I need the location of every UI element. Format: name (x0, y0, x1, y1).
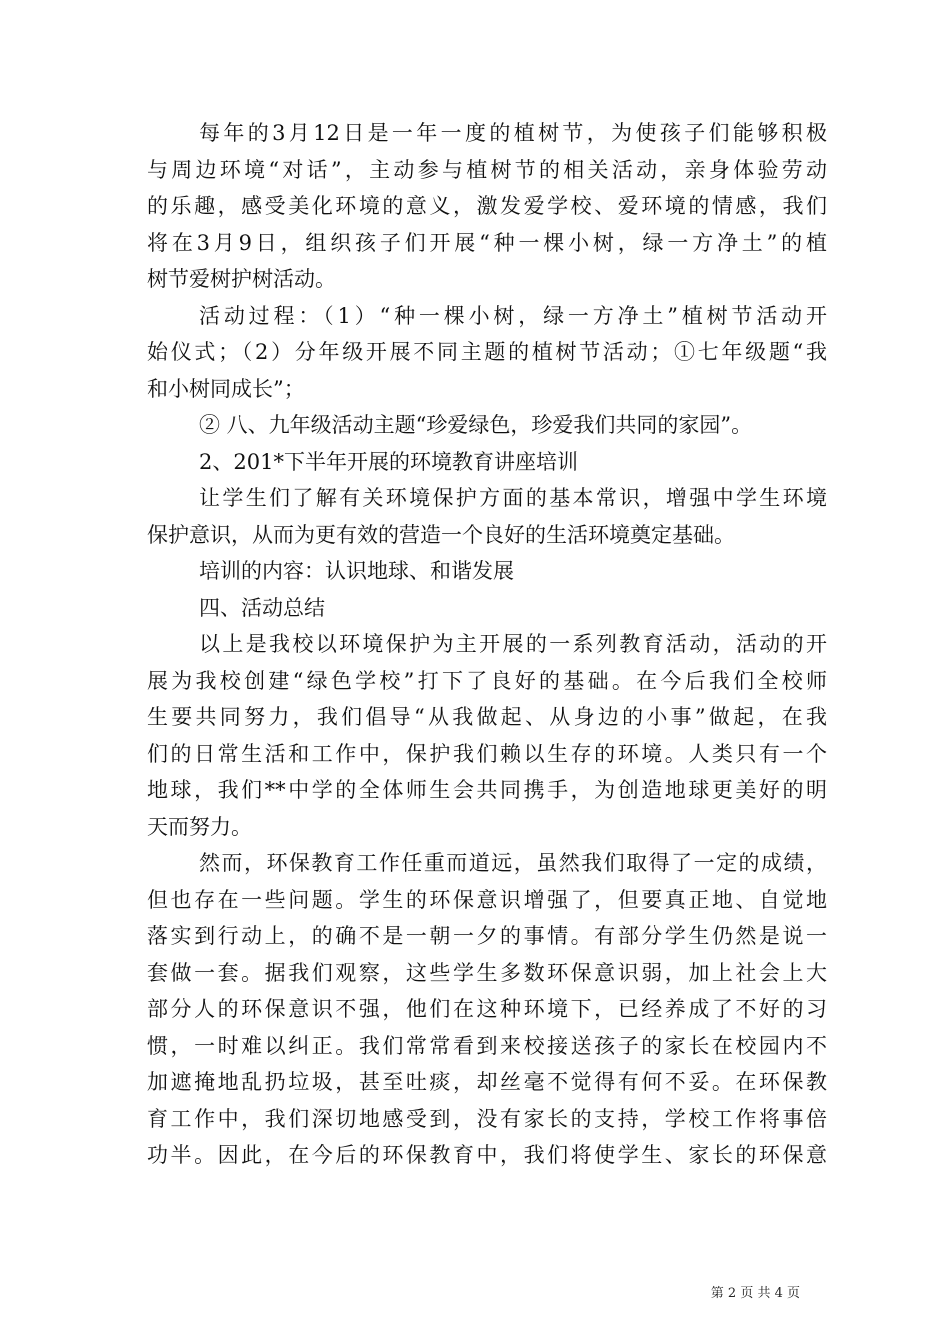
text-line: 部分人的环保意识不强，他们在这种环境下，已经养成了不好的习 (147, 997, 827, 1021)
text-line: 的乐趣，感受美化环境的意义，激发爱学校、爱环境的情感，我们 (147, 194, 827, 218)
text-line: 但也存在一些问题。学生的环保意识增强了，但要真正地、自觉地 (147, 887, 827, 912)
text-line: 套做一套。据我们观察，这些学生多数环保意识弱，加上社会上大 (147, 960, 827, 985)
text-line: 活动过程：（1）“种一棵小树，绿一方净土”植树节活动开 (199, 303, 827, 328)
text-line: 惯，一时难以纠正。我们常常看到来校接送孩子的家长在校园内不 (147, 1033, 827, 1058)
text-line: 与周边环境“对话”，主动参与植树节的相关活动，亲身体验劳动 (147, 157, 827, 182)
text-line: 生要共同努力，我们倡导“从我做起、从身边的小事”做起，在我 (147, 705, 827, 729)
text-line: 展为我校创建“绿色学校”打下了良好的基础。在今后我们全校师 (147, 668, 827, 693)
text-line: 加遮掩地乱扔垃圾，甚至吐痰，却丝毫不觉得有何不妥。在环保教 (147, 1070, 827, 1094)
body-text (147, 115, 827, 1174)
text-line: 天而努力。 (147, 814, 252, 839)
text-line: 树节爱树护树活动。 (147, 267, 336, 291)
text-line: 然而，环保教育工作任重而道远，虽然我们取得了一定的成绩， (199, 851, 827, 875)
text-line: 和小树同成长”； (147, 376, 305, 401)
text-line: 将在3月9日，组织孩子们开展“种一棵小树，绿一方净土”的植 (147, 230, 827, 255)
text-line: 保护意识，从而为更有效的营造一个良好的生活环境奠定基础。 (147, 522, 735, 547)
text-line: 让学生们了解有关环境保护方面的基本常识，增强中学生环境 (199, 486, 827, 510)
section-heading: 2、201*下半年开展的环境教育讲座培训 (199, 449, 578, 474)
text-line: ② 八、九年级活动主题“珍爱绿色，珍爱我们共同的家园”。 (199, 413, 753, 437)
text-line: 始仪式；（2）分年级开展不同主题的植树节活动；①七年级题“我 (147, 340, 827, 364)
text-line: 育工作中，我们深切地感受到，没有家长的支持，学校工作将事倍 (147, 1106, 827, 1131)
text-line: 每年的3月12日是一年一度的植树节，为使孩子们能够积极 (199, 121, 827, 145)
text-line: 们的日常生活和工作中，保护我们赖以生存的环境。人类只有一个 (147, 741, 827, 766)
text-line: 地球，我们**中学的全体师生会共同携手，为创造地球更美好的明 (147, 778, 827, 802)
text-line: 功半。因此，在今后的环保教育中，我们将使学生、家长的环保意 (147, 1143, 827, 1167)
text-line: 以上是我校以环境保护为主开展的一系列教育活动，活动的开 (199, 632, 827, 656)
section-heading: 四、活动总结 (199, 595, 325, 620)
page-number: 第 2 页 共 4 页 (710, 1286, 800, 1301)
text-line: 落实到行动上，的确不是一朝一夕的事情。有部分学生仍然是说一 (147, 924, 827, 948)
text-line: 培训的内容：认识地球、和谐发展 (199, 559, 514, 583)
